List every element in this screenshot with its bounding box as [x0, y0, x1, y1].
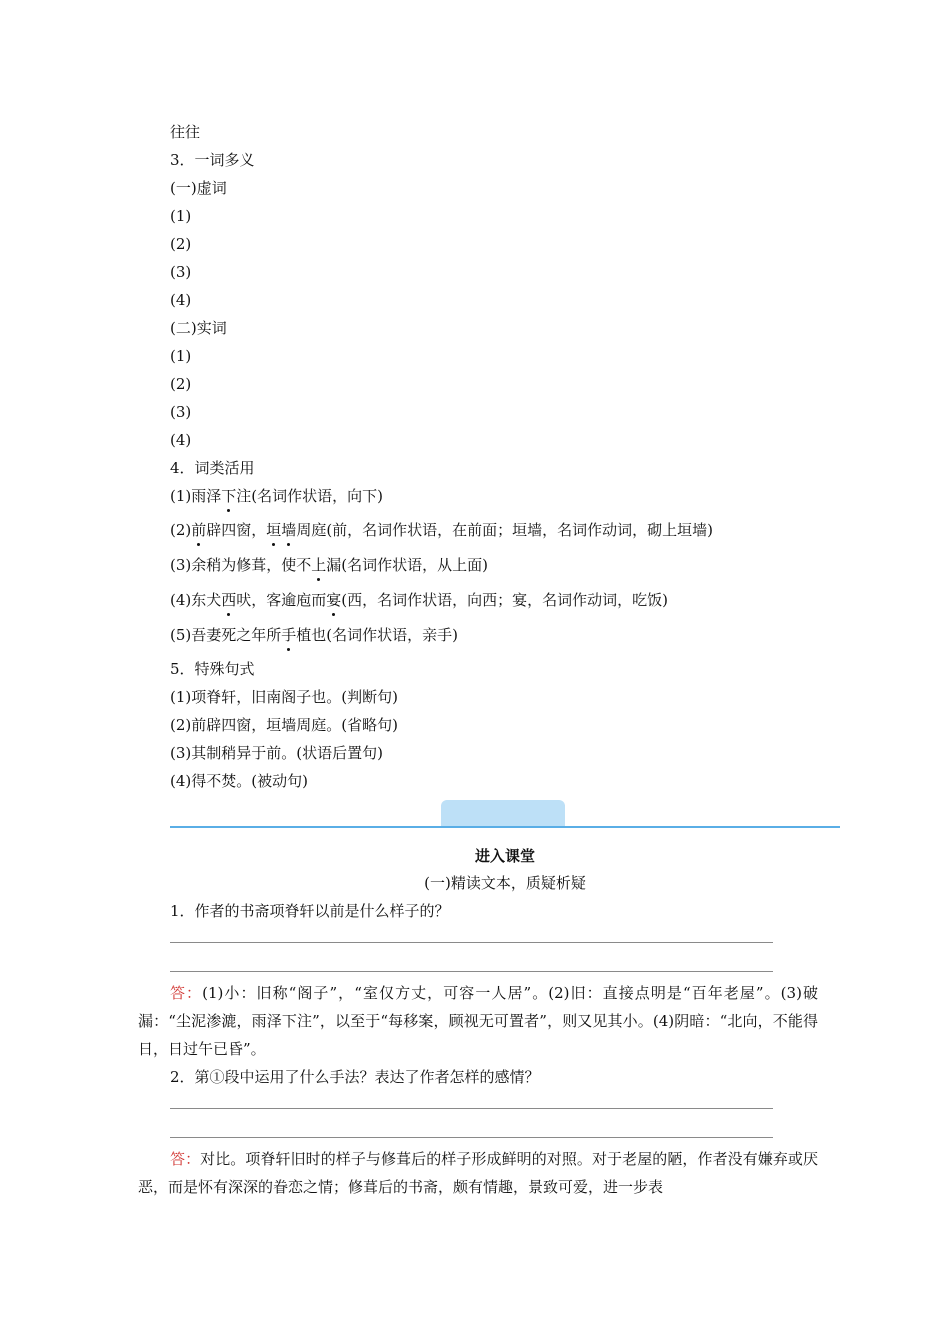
list-item: (2) [170, 375, 192, 393]
list-item: (2)前辟四窗，垣墙周庭。(省略句) [170, 716, 398, 734]
emphasis-char: 垣 [266, 521, 282, 539]
list-item: (1)项脊轩，旧南阁子也。(判断句) [170, 688, 398, 706]
list-item: (3) [170, 403, 192, 421]
section-title: 进入课堂 [474, 847, 535, 865]
emphasis-char: 前 [191, 521, 207, 539]
emphasis-char: 宴 [326, 591, 342, 609]
answer-1: 答：(1)小：旧称“阁子”，“室仅方丈，可容一人居”。(2)旧：直接点明是“百年老屋”。(3)破漏：“尘泥渗漉，雨泽下注”，以至于“每移案，顾视无可置者”，则又见其小。(4)阴暗：“北向，不能得日，日过午已昏”。 [138, 984, 818, 1058]
heading-te-shu-ju-shi: 5．特殊句式 [170, 660, 255, 678]
ci-lei-item-1: (1)雨泽下注(名词作状语，向下) [170, 487, 383, 505]
ci-lei-item-5: (5)吾妻死之年所手植也(名词作状语，亲手) [170, 626, 458, 644]
question-1: 1．作者的书斋项脊轩以前是什么样子的？ [170, 902, 450, 920]
answer-label: 答： [170, 984, 203, 1002]
section-divider [170, 826, 840, 828]
heading-ci-lei-huo-yong: 4．词类活用 [170, 459, 255, 477]
section-banner-tab [441, 800, 565, 827]
emphasis-char: 下 [221, 487, 237, 505]
ci-lei-item-3: (3)余稍为修葺，使不上漏(名词作状语，从上面) [170, 556, 488, 574]
section-subtitle: (一)精读文本，质疑析疑 [424, 874, 586, 892]
answer-label: 答： [170, 1150, 201, 1168]
list-item: (3)其制稍异于前。(状语后置句) [170, 744, 383, 762]
subheading-shi-ci: (二)实词 [170, 319, 227, 337]
subheading-xu-ci: (一)虚词 [170, 179, 227, 197]
ci-lei-item-4: (4)东犬西吠，客逾庖而宴(西，名词作状语，向西；宴，名词作动词，吃饭) [170, 591, 669, 609]
list-item: (1) [170, 347, 192, 365]
heading-yi-ci-duo-yi: 3．一词多义 [170, 151, 255, 169]
emphasis-char: 手 [281, 626, 297, 644]
text-line: 往往 [170, 123, 201, 141]
answer-blank-line [170, 942, 773, 943]
answer-blank-line [170, 1108, 773, 1109]
list-item: (4)得不焚。(被动句) [170, 772, 308, 790]
list-item: (3) [170, 263, 192, 281]
list-item: (4) [170, 291, 192, 309]
answer-blank-line [170, 971, 773, 972]
emphasis-char: 西 [221, 591, 237, 609]
emphasis-char: 上 [311, 556, 327, 574]
answer-2: 答：对比。项脊轩旧时的样子与修葺后的样子形成鲜明的对照。对于老屋的陋，作者没有嫌弃或厌恶，而是怀有深深的眷恋之情；修葺后的书斋，颇有情趣，景致可爱，进一步表 [138, 1150, 818, 1196]
answer-blank-line [170, 1137, 773, 1138]
list-item: (4) [170, 431, 192, 449]
question-2: 2．第①段中运用了什么手法？表达了作者怎样的感情？ [170, 1068, 540, 1086]
list-item: (1) [170, 207, 192, 225]
ci-lei-item-2: (2)前辟四窗，垣墙周庭(前，名词作状语，在前面；垣墙，名词作动词，砌上垣墙) [170, 521, 714, 539]
list-item: (2) [170, 235, 192, 253]
emphasis-char: 墙 [281, 521, 297, 539]
